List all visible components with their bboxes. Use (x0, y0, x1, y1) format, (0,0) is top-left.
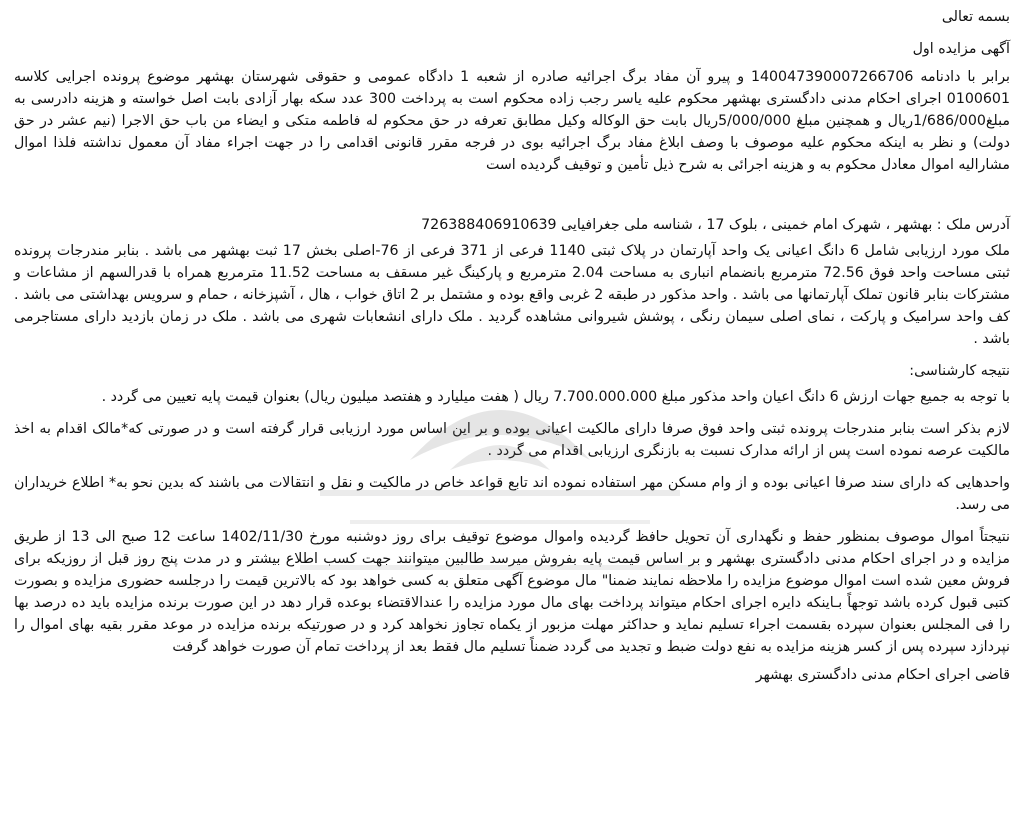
expert-result: با توجه به جمیع جهات ارزش 6 دانگ اعیان واحد مذکور مبلغ 7.700.000.000 ریال ( هفت میلیارد و هفتصد میلیون ریال) بعنوان قیمت پایه تعیین می گردد . (101, 389, 1010, 405)
bismillah-heading: بسمه تعالی (941, 9, 1010, 25)
spacer (14, 408, 1010, 418)
notice-title: آگهی مزایده اول (912, 41, 1010, 57)
ownership-note: لازم بذکر است بنابر مندرجات پرونده ثبتی واحد فوق صرفا دارای مالکیت اعیانی بوده و بر این اساس مورد ارزیابی قرار گرفته است و در صورتی که*مالک اقدام به اخذ مالکیت عرصه نموده است پس از ارائه مدارک نسبت به بازنگری ارزیابی اقدام می گردد . (14, 421, 1010, 459)
spacer (14, 462, 1010, 472)
spacer (14, 516, 1010, 526)
intro-paragraph: برابر با دادنامه 140047390007266706 و پیرو آن مفاد برگ اجرائیه صادره از شعبه 1 دادگاه عمومی و حقوقی شهرستان بهشهر موضوع پرونده اجرایی کلاسه 0100601 اجرای احکام مدنی دادگستری بهشهر محکوم علیه یاسر رجب زاده محکوم است به پرداخت 300 عدد سکه بهار آزادی بابت اصل خواسته و هزینه دادرسی به مبلغ1/686/000ریال و همچنین مبلغ 5/000/000ریال بابت حق الوکاله وکیل مطابق تعرفه در حق محکوم له فاطمه متکی و ایضاء من باب حق الاجرا (نیم عشر در حق دولت) و نظر به اینکه محکوم علیه موصوف با وصف ابلاغ مفاد برگ اجرائیه بوی در فرجه مقرر قانونی اقدامی را در جهت اجراء مفاد آن معمول نداشته فلذا اموال مشارالیه اموال معادل محکوم به و هزینه اجرائی به شرح ذیل تأمین و توقیف گردیده است (14, 69, 1011, 173)
spacer (14, 176, 1010, 214)
expert-heading: نتیجه کارشناسی: (909, 363, 1010, 379)
housing-units-note: واحدهایی که دارای سند صرفا اعیانی بوده و از وام مسکن مهر استفاده نموده اند تابع قواعد خاص در مالکیت و نقل و انتقالات می باشند که بدین نحو به* اطلاع خریداران می رسد. (14, 475, 1010, 513)
spacer (14, 350, 1010, 360)
property-address: آدرس ملک : بهشهر ، شهرک امام خمینی ، بلوک 17 ، شناسه ملی جغرافیایی 726388406910639 (421, 217, 1010, 233)
auction-conclusion: نتیجتاً اموال موصوف بمنظور حفظ و نگهداری آن تحویل حافظ گردیده واموال موضوع توقیف برای روز دوشنبه مورخ 1402/11/30 ساعت 12 صبح الی 13 از طریق مزایده و در اجرای احکام مدنی دادگستری بهشهر و بر اساس قیمت پایه بفروش میرسد طالبین میتوانند جهت کسب اطلاع بیشتر و در مدت پنج روز قبل از روزیکه برای فروش معین شده است اموال موضوع مزایده را ملاحظه نمایند ضمنا" مال موضوع آگهی متعلق به کسی خواهد بود که بالاترین قیمت را درجلسه حضوری مزایده و بصورت کتبی قبول کرده باشد توجهاً بـاینکه دایره اجرای احکام میتواند پرداخت بهای مال مورد مزایده را عندالاقتضاء بوعده قرار دهد در این صورت برنده مزایده باید ده درصد بها را فی المجلس بعنوان سپرده بقسمت اجراء تسلیم نماید و حداکثر مهلت مزبور از یکماه تجاوز نخواهد کرد و در صورتیکه برنده مزایده در موعد مقرر بقیه بهای اموال را نپردازد سپرده پس از کسر هزینه مزایده به نفع دولت ضبط و تجدید می گردد ضمناً تسلیم مال فقط بعد از پرداخت تمام آن صورت خواهد گرفت (14, 529, 1010, 655)
judge-signature: قاضی اجرای احکام مدنی دادگستری بهشهر (755, 667, 1010, 683)
property-description: ملک مورد ارزیابی شامل 6 دانگ اعیانی یک واحد آپارتمان در پلاک ثبتی 1140 فرعی از 371 فرعی از 76-اصلی بخش 17 ثبت بهشهر می باشد . بنابر مندرجات پرونده ثبتی مساحت واحد فوق 72.56 مترمربع بانضمام انباری به مساحت 2.04 مترمربع و پارکینگ غیر مسقف به مساحت 11.52 مترمربع همراه با قدرالسهم از مشاعات و مشترکات بنابر قانون تملک آپارتمانها می باشد . واحد مذکور در طبقه 2 غربی واقع بوده و مشتمل بر 2 اتاق خواب ، هال ، آشپزخانه ، حمام و سرویس بهداشتی می باشد . کف واحد سرامیک و پارکت ، نمای اصلی سیمان رنگی ، پوشش شیروانی مشاهده گردید . ملک دارای انشعابات شهری می باشد . ملک در زمان بازدید دارای مستاجرمی باشد . (14, 243, 1011, 347)
